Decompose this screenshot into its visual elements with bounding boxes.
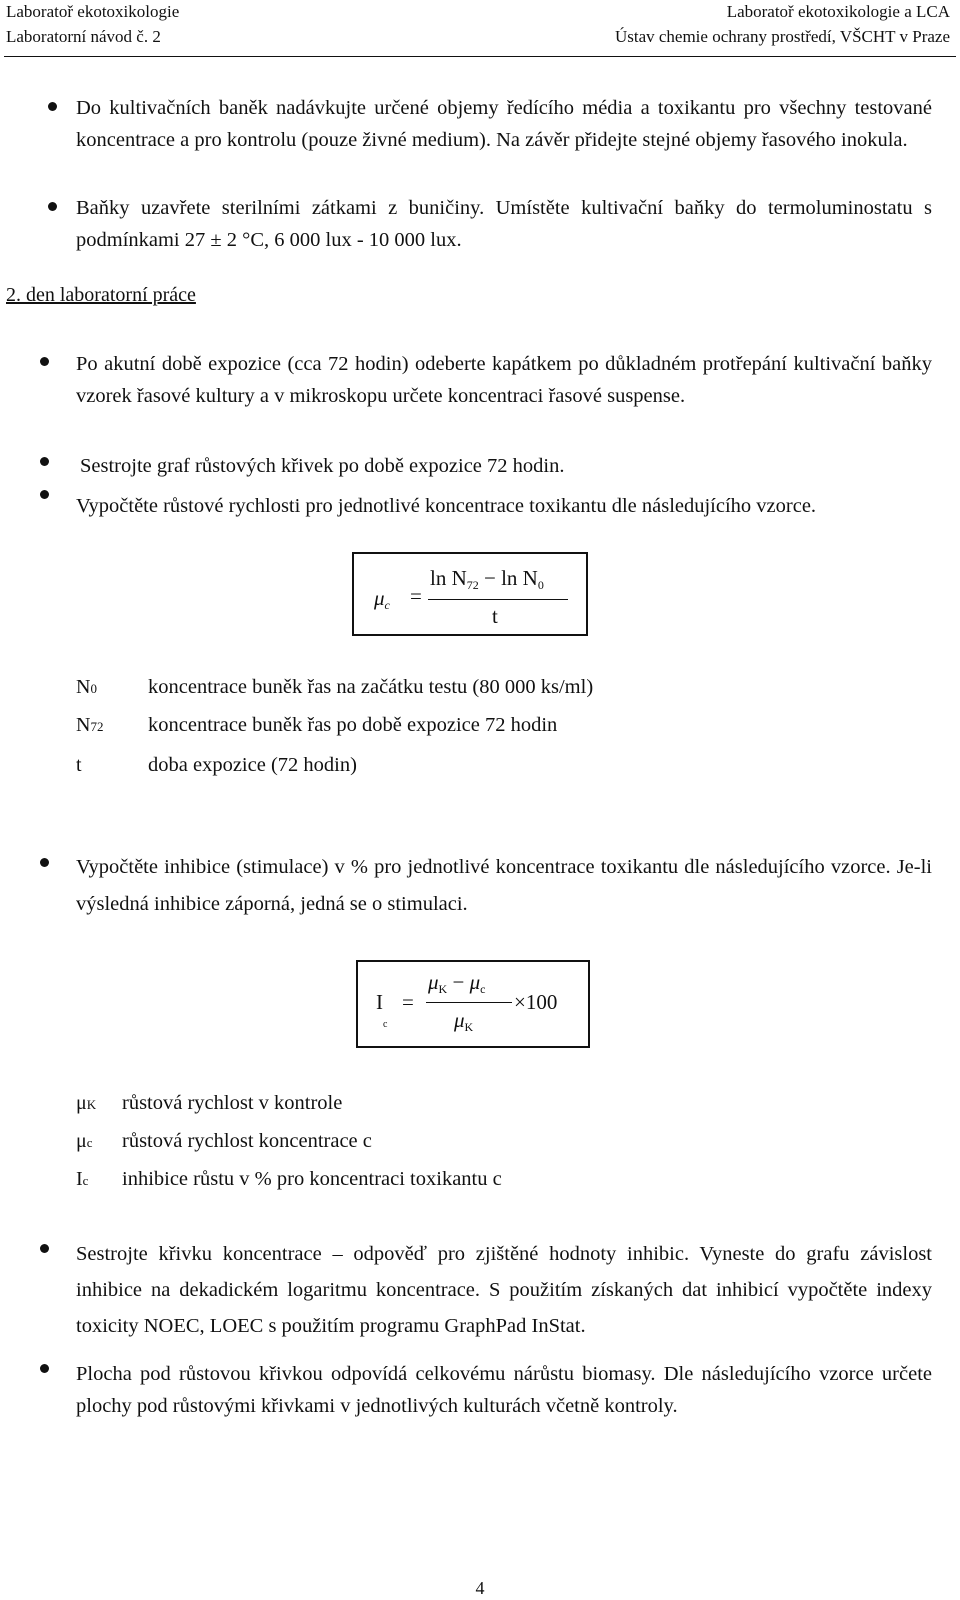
section-title: 2. den laboratorní práce <box>6 284 196 306</box>
bullet-dot <box>40 457 49 466</box>
bullet-dot <box>40 357 49 366</box>
formula-fraction-line <box>426 1002 512 1003</box>
header-right-line2: Ústav chemie ochrany prostředí, VŠCHT v Praze <box>614 27 950 46</box>
header-left-line2: Laboratorní návod č. 2 <box>6 27 161 46</box>
bullet-dot <box>48 202 57 211</box>
bullet-dot <box>40 858 49 867</box>
formula-numerator: ln N72 − ln N0 <box>430 566 544 592</box>
formula-denominator: t <box>492 604 498 628</box>
formula-numerator: μK − μc <box>428 970 486 996</box>
formula-equals: = <box>402 990 414 1014</box>
bullet-incubation: Baňky uzavřete sterilními zátkami z buničiny. Umístěte kultivační baňky do termoluminostatu s podmínkami 27 ± 2 °C, 6 000 lux - 10 000 lux. <box>76 197 932 251</box>
legend-symbol: Ic <box>76 1168 89 1190</box>
bullet-dot <box>40 1364 49 1373</box>
legend-text: koncentrace buněk řas po době expozice 72 hodin <box>148 714 558 736</box>
bullet-growth-rate: Vypočtěte růstové rychlosti pro jednotlivé koncentrace toxikantu dle následujícího vzorce. <box>76 495 817 517</box>
header-right-line1: Laboratoř ekotoxikologie a LCA <box>726 2 950 21</box>
inhibition-formula <box>356 960 590 1048</box>
header-rule <box>4 56 956 57</box>
bullet-dot <box>48 102 57 111</box>
bullet-area-under-curve: Plocha pod růstovou křivkou odpovídá celkovému nárůstu biomasy. Dle následujícího vzorce určete plochy pod růstovými křivkami v jednotlivých kulturách včetně kontroly. <box>76 1363 932 1417</box>
legend-text: růstová rychlost koncentrace c <box>122 1130 372 1152</box>
legend-symbol: N72 <box>76 714 104 736</box>
header-left-line1: Laboratoř ekotoxikologie <box>6 2 180 21</box>
legend-text: růstová rychlost v kontrole <box>122 1092 343 1114</box>
bullet-sampling: Po akutní době expozice (cca 72 hodin) odeberte kapátkem po důkladném protřepání kultivační baňky vzorek řasové kultury a v mikroskopu určete koncentraci řasové suspense. <box>76 353 932 407</box>
legend-symbol: μK <box>76 1092 97 1114</box>
formula-equals: = <box>410 584 422 608</box>
bullet-dosing: Do kultivačních baněk nadávkujte určené objemy ředícího média a toxikantu pro všechny testované koncentrace a pro kontrolu (pouze živné medium). Na závěr přidejte stejné objemy řasového inokula. <box>76 97 932 151</box>
bullet-dot <box>40 490 49 499</box>
page-header <box>0 0 960 58</box>
legend-text: doba expozice (72 hodin) <box>148 754 357 776</box>
bullet-dot <box>40 1244 49 1253</box>
bullet-inhibition: Vypočtěte inhibice (stimulace) v % pro jednotlivé koncentrace toxikantu dle následujícího vzorce. Je-li výsledná inhibice záporná, jedná se o stimulaci. <box>76 856 932 915</box>
bullet-growth-graph: Sestrojte graf růstových křivek po době expozice 72 hodin. <box>80 455 565 477</box>
legend-text: koncentrace buněk řas na začátku testu (80 000 ks/ml) <box>148 676 594 698</box>
formula-fraction-line <box>428 599 568 600</box>
formula-times-100: ×100 <box>514 990 558 1014</box>
legend-text: inhibice růstu v % pro koncentraci toxikantu c <box>122 1168 502 1190</box>
formula-I: $I_c$ <box>376 990 388 1030</box>
legend-symbol: μc <box>76 1130 93 1152</box>
growth-rate-formula <box>352 552 588 636</box>
formula-mu: μc <box>374 586 390 612</box>
page-number: 4 <box>475 1578 485 1598</box>
bullet-dose-response: Sestrojte křivku koncentrace – odpověď pro zjištěné hodnoty inhibic. Vyneste do grafu závislost inhibice na dekadickém logaritmu koncentrace. S použitím získaných dat inhibicí vypočtěte indexy toxicity NOEC, LOEC s použitím programu GraphPad InStat. <box>76 1243 932 1337</box>
formula-denominator: μK <box>454 1008 474 1034</box>
legend-symbol: t <box>76 754 82 776</box>
legend-symbol: N0 <box>76 676 97 698</box>
